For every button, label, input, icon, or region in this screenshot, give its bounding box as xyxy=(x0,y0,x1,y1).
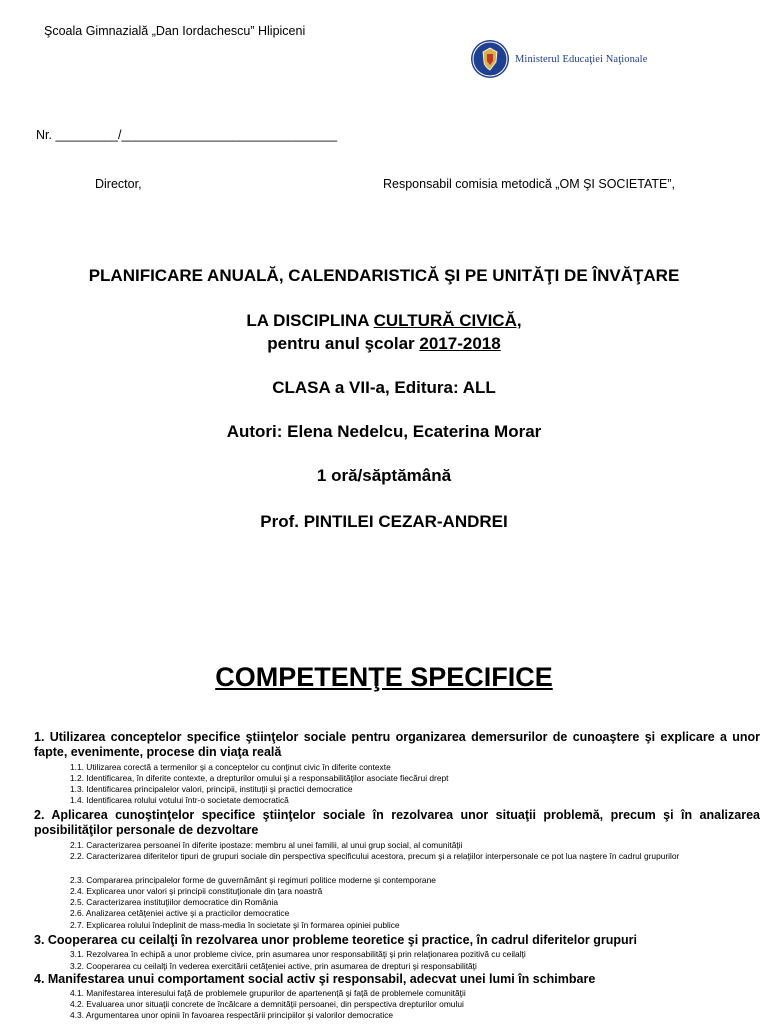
competente-heading: COMPETENŢE SPECIFICE xyxy=(215,662,553,692)
competence-item: 2.3. Compararea principalelor forme de guvernământ şi regimuri politice moderne şi contemporane xyxy=(70,875,436,885)
competence-item: 3.1. Rezolvarea în echipă a unor probleme civice, prin asumarea unor responsabilităţi şi prin relaţionarea pozitivă cu ceilalţi xyxy=(70,949,526,959)
responsabil-label: Responsabil comisia metodică „OM ŞI SOCIETATE”, xyxy=(383,177,675,191)
coat-of-arms-icon xyxy=(471,40,509,78)
competence-item: 2.6. Analizarea cetăţeniei active şi a practicilor democratice xyxy=(70,908,290,918)
class-publisher: CLASA a VII-a, Editura: ALL xyxy=(272,378,496,397)
competence-item: 2.4. Explicarea unor valori şi principii constituţionale din ţara noastră xyxy=(70,886,323,896)
competence-item: 4.3. Argumentarea unor opinii în favoarea respectării principiilor şi valorilor democratice xyxy=(70,1010,394,1020)
competence-1: 1. Utilizarea conceptelor specifice ştiinţelor sociale pentru organizarea demersurilor de cunoaştere şi explicare a unor fapte, evenimente, procese din viaţa reală xyxy=(34,730,760,759)
registration-number: Nr. _________/_______________________________ xyxy=(36,128,337,142)
competence-item: 1.2. Identificarea, în diferite contexte, a drepturilor omului şi a responsabilităţilor asociate fiecărui drept xyxy=(70,773,449,783)
competence-3: 3. Cooperarea cu ceilalţi în rezolvarea unor probleme teoretice şi practice, în cadrul diferitelor grupuri xyxy=(34,933,637,947)
school-year-line xyxy=(0,334,768,354)
competence-item: 2.1. Caracterizarea persoanei în diferite ipostaze: membru al unei familii, al unui grup social, al comunităţii xyxy=(70,840,463,850)
competence-item: 2.7. Explicarea rolului îndeplinit de mass-media în societate şi în formarea opiniei publice xyxy=(70,920,400,930)
competence-item: 4.2. Evaluarea unor situaţii concrete de încălcare a demnităţii persoanei, din perspectiva drepturilor omului xyxy=(70,999,464,1009)
school-name: Şcoala Gimnazială „Dan Iordachescu” Hlipiceni xyxy=(44,24,306,38)
school-year: 2017-2018 xyxy=(419,334,501,353)
competence-item: 1.4. Identificarea rolului votului într-o societate democratică xyxy=(70,795,289,805)
competence-item: 4.1. Manifestarea interesului faţă de problemele grupurilor de apartenenţă şi faţă de problemele comunităţii xyxy=(70,988,466,998)
ministry-name: Ministerul Educaţiei Naţionale xyxy=(515,53,648,65)
director-label: Director, xyxy=(95,177,142,191)
competence-4: 4. Manifestarea unui comportament social activ şi responsabil, adecvat unei lumi în schimbare xyxy=(34,972,596,986)
authors: Autori: Elena Nedelcu, Ecaterina Morar xyxy=(226,422,542,441)
discipline-line xyxy=(0,311,768,331)
competence-item: 2.5. Caracterizarea instituţiilor democratice din România xyxy=(70,897,279,907)
plan-title: PLANIFICARE ANUALĂ, CALENDARISTICĂ ŞI PE UNITĂŢI DE ÎNVĂŢARE xyxy=(88,266,680,285)
competence-item-wrapped xyxy=(34,851,754,861)
ministry-logo xyxy=(471,38,681,80)
teacher-name: Prof. PINTILEI CEZAR-ANDREI xyxy=(260,512,508,531)
competence-item: 1.1. Utilizarea corectă a termenilor şi a conceptelor cu conţinut civic în diferite contexte xyxy=(70,762,391,772)
competence-2: 2. Aplicarea cunoştinţelor specifice ştiinţelor sociale în rezolvarea unor situaţii problemă, precum şi în analizarea posibilităţilor personale de dezvoltare xyxy=(34,808,760,837)
school-year-prefix: pentru anul şcolar xyxy=(267,334,420,353)
discipline-subject: CULTURĂ CIVICĂ, xyxy=(373,311,522,330)
competence-item: 3.2. Cooperarea cu ceilalţi în vederea exercitării cetăţeniei active, prin asumarea de drepturi şi responsabilităţi xyxy=(70,961,477,971)
hours-per-week: 1 oră/săptămână xyxy=(316,466,452,485)
competence-item-text: 2.2. Caracterizarea diferitelor tipuri de grupuri sociale din perspectiva specificului acestora, precum şi a relaţiilor interpersonale ce pot lua naştere în cadrul grupurilor xyxy=(70,851,680,861)
discipline-prefix: LA DISCIPLINA xyxy=(246,311,374,330)
competence-item: 1.3. Identificarea principalelor valori, principii, instituţii şi practici democratice xyxy=(70,784,353,794)
